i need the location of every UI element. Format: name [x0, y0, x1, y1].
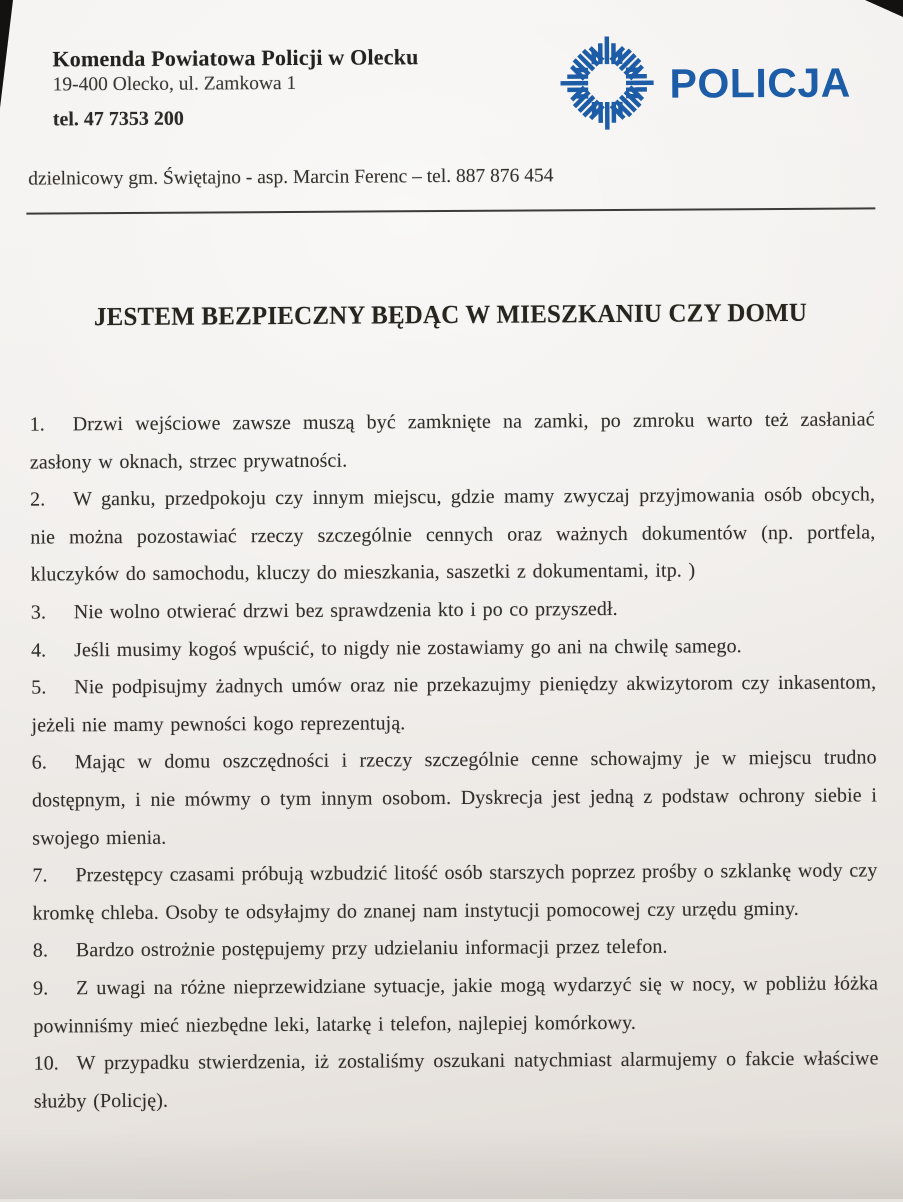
list-item-text: Nie wolno otwierać drzwi bez sprawdzenia kto i po co przyszedł.: [73, 597, 618, 624]
document-title: JESTEM BEZPIECZNY BĘDĄC W MIESZKANIU CZY DOMU: [93, 298, 808, 332]
list-item-number: 7.: [32, 864, 48, 887]
list-item-number: 1.: [29, 413, 45, 436]
list-item-number: 10.: [33, 1052, 59, 1075]
list-item-text: Z uwagi na różne nieprzewidziane sytuacje, jakie mogą wydarzyć się w nocy, w pobliżu łóżka powinniśmy mieć niezbędne leki, latarkę i telefon, najlepiej komórkowy.: [33, 972, 879, 1038]
org-phone: tel. 47 7353 200: [52, 107, 184, 131]
list-item: [33, 965, 878, 1045]
list-item: [33, 928, 878, 971]
list-item-text: W przypadku stwierdzenia, iż zostaliśmy oszukani natychmiast alarmujemy o fakcie właściwe służby (Policję).: [33, 1047, 879, 1113]
list-item-text: Drzwi wejściowe zawsze muszą być zamknięte na zamki, po zmroku warto też zasłaniać zasłony w oknach, strzec prywatności.: [29, 408, 875, 474]
list-item: [30, 401, 875, 481]
list-item-text: Bardzo ostrożnie postępujemy przy udzielaniu informacji przez telefon.: [75, 936, 668, 962]
list-item-text: Przestępcy czasami próbują wzbudzić litość osób starszych poprzez prośby o szklankę wody czy kromkę chleba. Osoby te odsyłajmy do znanej nam instytucji pomocowej czy urzędu gminy.: [32, 859, 878, 925]
policja-logo: [558, 32, 851, 134]
list-item: [32, 853, 877, 933]
list-item-text: W ganku, przedpokoju czy innym miejscu, gdzie mamy zwyczaj przyjmowania osób obcych, nie można pozostawiać rzeczy szczególnie cennych oraz ważnych dokumentów (np. portfela, kluczyków do samochodu, kluczy do mieszkania, saszetki z dokumentami, itp. ): [30, 483, 876, 586]
list-item: [31, 589, 876, 632]
list-item-text: Jeśli musimy kogoś wpuścić, to nigdy nie zostawiamy go ani na chwilę samego.: [73, 634, 742, 661]
list-item: [30, 477, 876, 595]
list-item-number: 4.: [30, 639, 47, 662]
list-item-number: 8.: [32, 939, 49, 962]
list-item-number: 3.: [30, 601, 47, 624]
policja-logotype: POLICJA: [669, 59, 851, 107]
safety-tips-list: [30, 401, 879, 1120]
list-item-text: Nie podpisujmy żadnych umów oraz nie przekazujmy pieniędzy akwizytorom czy inkasentom, jeżeli nie mamy pewności kogo reprezentują.: [31, 671, 877, 737]
list-item: [31, 665, 876, 745]
header-divider: [26, 207, 875, 214]
list-item: [33, 1040, 878, 1120]
org-address: 19-400 Olecko, ul. Zamkowa 1: [52, 72, 297, 96]
list-item-number: 6.: [31, 751, 47, 774]
district-officer-contact: dzielnicowy gm. Świętajno - asp. Marcin Ferenc – tel. 887 876 454: [28, 165, 554, 190]
list-item-number: 9.: [33, 977, 49, 1000]
list-item: [32, 740, 878, 858]
list-item-text: Mając w domu oszczędności i rzeczy szczególnie cenne schowajmy je w miejscu trudno dostępnym, i nie mówmy o tym innym osobom. Dyskrecja jest jedną z podstaw ochrony siebie i swojego mienia.: [31, 746, 878, 850]
org-name: Komenda Powiatowa Policji w Olecku: [52, 44, 419, 72]
list-item-number: 5.: [31, 676, 47, 699]
list-item-number: 2.: [30, 488, 46, 511]
list-item: [31, 627, 876, 670]
policja-star-icon: [558, 33, 656, 134]
